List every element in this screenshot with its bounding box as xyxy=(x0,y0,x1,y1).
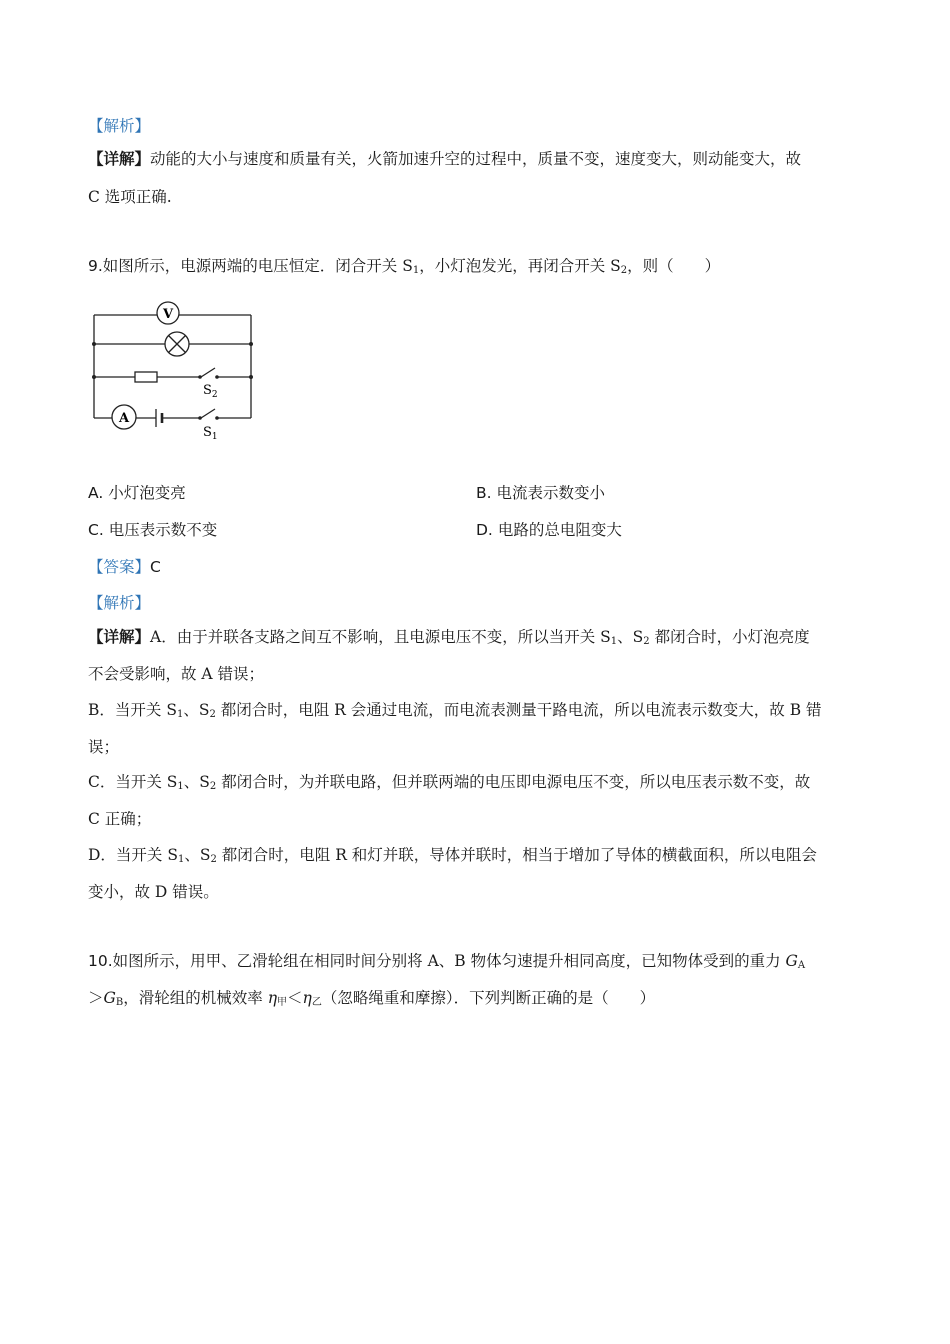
switch-s2-label: $S_2$ xyxy=(203,383,218,400)
q9-detail-b-line-2: 误； xyxy=(88,738,120,756)
q8-detail-line-1 xyxy=(88,148,878,170)
q8-detail-label: 【详解】 xyxy=(88,149,151,168)
switch-s2-pivot xyxy=(198,375,202,379)
q9-number: 9. xyxy=(88,257,103,275)
option-a[interactable]: A. 小灯泡变亮 xyxy=(88,484,186,502)
switch-s1-label: $S_1$ xyxy=(203,425,218,442)
q8-detail-text-1: 动能的大小与速度和质量有关，火箭加速升空的过程中，质量不变，速度变大，则动能变大，故 xyxy=(150,150,802,168)
q8-detail-line-2: C 选项正确. xyxy=(88,188,172,206)
option-c[interactable]: C. 电压表示数不变 xyxy=(88,521,218,539)
q9-stem: 9.如图所示，电源两端的电压恒定．闭合开关 $S_1$，小灯泡发光，再闭合开关 $S_2$，则（ ） xyxy=(88,257,721,276)
q9-detail-a-line-2: 不会受影响，故 A 错误； xyxy=(88,665,265,683)
q8-analysis-label: 【解析】 xyxy=(88,117,151,135)
q9-answer xyxy=(88,556,878,578)
option-b[interactable]: B. 电流表示数变小 xyxy=(476,484,606,502)
switch-s1-contact xyxy=(215,416,219,420)
junction-dot xyxy=(249,375,253,379)
junction-dot xyxy=(249,342,253,346)
q9-detail-label: 【详解】 xyxy=(88,627,151,646)
q9-detail-d-line-1: D．当开关 $S_1$、$S_2$ 都闭合时，电阻 R 和灯并联，导体并联时，相当于增加了导体的横截面积，所以电阻会 xyxy=(88,846,817,865)
circuit-diagram xyxy=(88,296,268,446)
q9-detail-c-line-2: C 正确； xyxy=(88,810,152,828)
switch-s1-pivot xyxy=(198,416,202,420)
voltmeter-label: V xyxy=(162,307,174,322)
q9-analysis-label: 【解析】 xyxy=(88,594,151,612)
junction-dot xyxy=(92,375,96,379)
switch-s2-contact xyxy=(215,375,219,379)
junction-dot xyxy=(92,342,96,346)
q10-stem-line-2: $>G_B$，滑轮组的机械效率 $\eta_甲<\eta_乙$（忽略绳重和摩擦）．下列判断正确的是（ ） xyxy=(88,989,656,1008)
q9-detail-c-line-1: C．当开关 $S_1$、$S_2$ 都闭合时，为并联电路，但并联两端的电压即电源电压不变，所以电压表示数不变，故 xyxy=(88,773,811,792)
q9-detail-b-line-1: B．当开关 $S_1$、$S_2$ 都闭合时，电阻 R 会通过电流，而电流表测量干路电流，所以电流表示数变大，故 B 错 xyxy=(88,701,822,720)
switch-s1-blade xyxy=(201,409,215,418)
switch-s2-blade xyxy=(201,368,215,377)
q10-stem-line-1: 10.如图所示，用甲、乙滑轮组在相同时间分别将 A、B 物体匀速提升相同高度，已知物体受到的重力 $G_A$ xyxy=(88,952,806,971)
answer-label: 【答案】 xyxy=(88,558,151,576)
answer-value: C xyxy=(150,558,161,576)
ammeter-label: A xyxy=(118,411,130,426)
option-d[interactable]: D. 电路的总电阻变大 xyxy=(476,521,622,539)
q9-detail-a-line-1: 【详解】A．由于并联各支路之间互不影响，且电源电压不变，所以当开关 $S_1$、$S_2$ 都闭合时，小灯泡亮度 xyxy=(88,627,810,647)
q10-number: 10. xyxy=(88,952,113,970)
q9-detail-d-line-2: 变小，故 D 错误。 xyxy=(88,883,219,901)
resistor-symbol xyxy=(135,372,157,382)
